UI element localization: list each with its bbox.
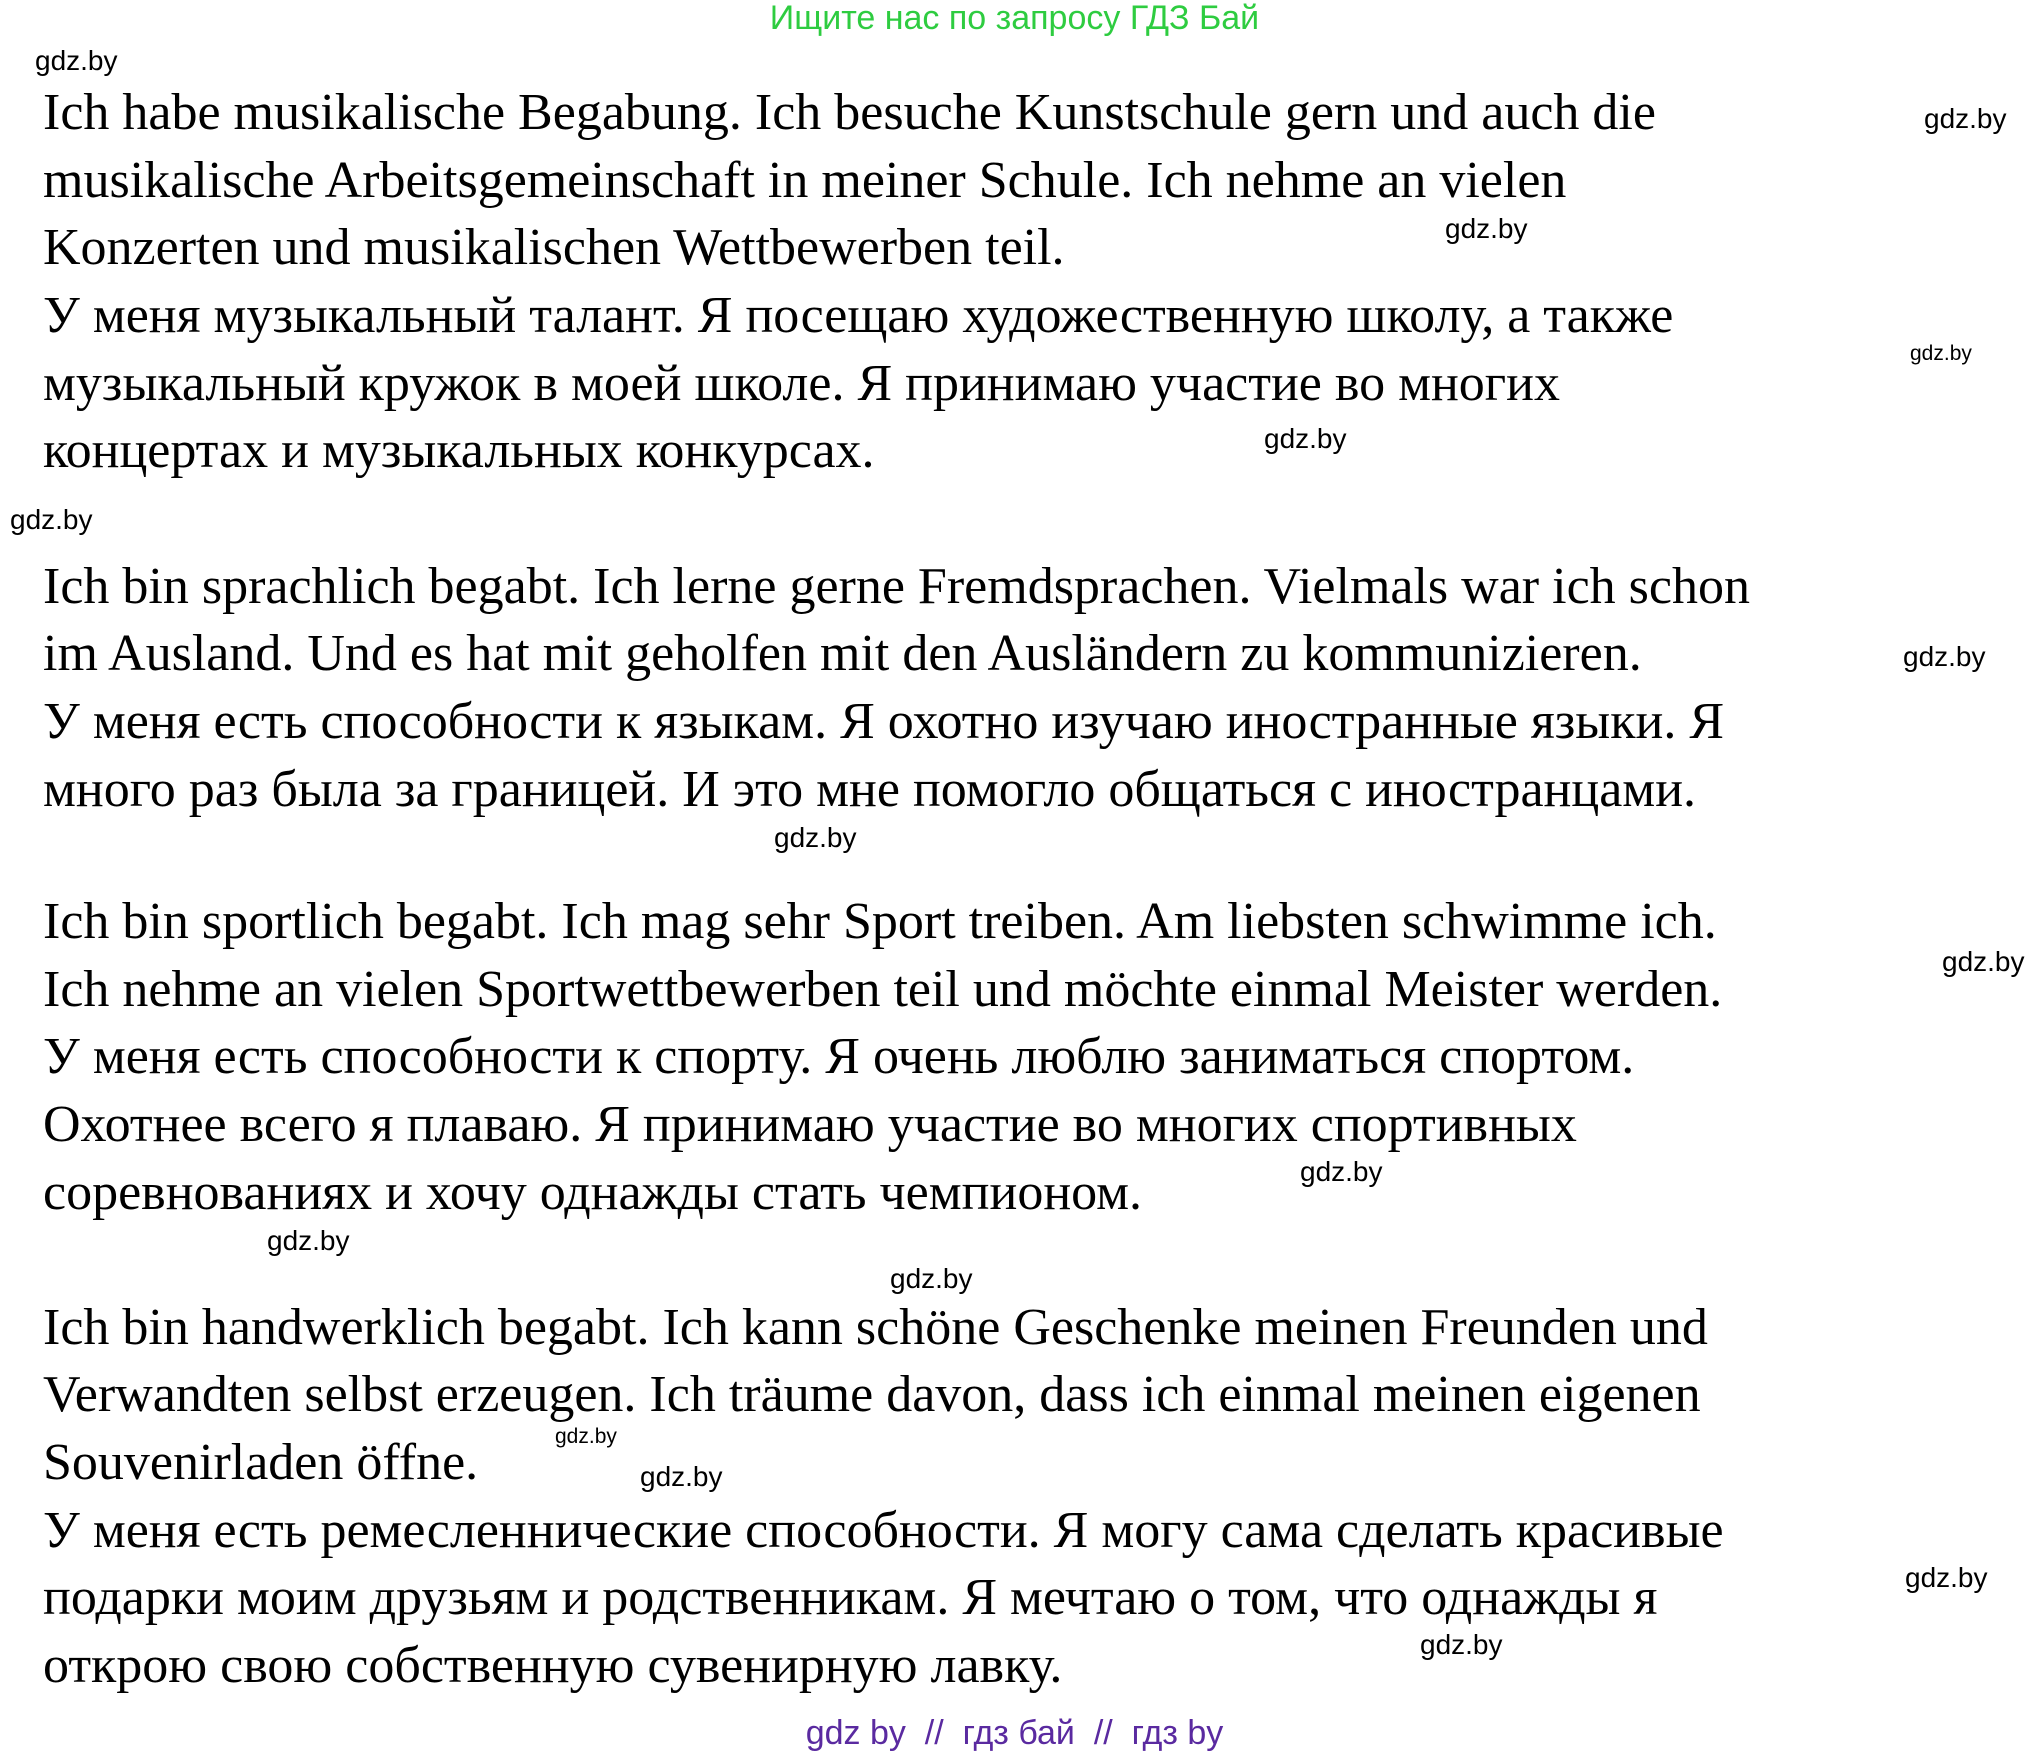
watermark: gdz.by: [1300, 1156, 1383, 1187]
text-line: Verwandten selbst erzeugen. Ich träume davon, dass ich einmal meinen eigenen: [43, 1366, 1701, 1423]
text-line: Охотнее всего я плаваю. Я принимаю участие во многих спортивных: [43, 1096, 1577, 1153]
text-line: соревнованиях и хочу однажды стать чемпионом.: [43, 1164, 1143, 1221]
text-line: Ich nehme an vielen Sportwettbewerben teil und möchte einmal Meister werden.: [43, 961, 1723, 1018]
watermark: gdz.by: [1910, 342, 1972, 365]
watermark: gdz.by: [1903, 641, 1986, 672]
text-line: musikalische Arbeitsgemeinschaft in meiner Schule. Ich nehme an vielen: [43, 152, 1567, 209]
text-line: im Ausland. Und es hat mit geholfen mit den Ausländern zu kommunizieren.: [43, 625, 1642, 682]
text-line: Ich bin handwerklich begabt. Ich kann schöne Geschenke meinen Freunden und: [43, 1299, 1708, 1356]
text-line: У меня есть ремесленнические способности. Я могу сама сделать красивые: [43, 1502, 1724, 1559]
watermark: gdz.by: [35, 45, 118, 76]
watermark: gdz.by: [1905, 1562, 1988, 1593]
text-line: музыкальный кружок в моей школе. Я принимаю участие во многих: [43, 355, 1560, 412]
text-line: открою свою собственную сувенирную лавку.: [43, 1637, 1063, 1694]
text-line: У меня музыкальный талант. Я посещаю художественную школу, а также: [43, 287, 1674, 344]
text-line: У меня есть способности к языкам. Я охотно изучаю иностранные языки. Я: [43, 693, 1725, 750]
watermark: gdz.by: [774, 822, 857, 853]
watermark: gdz.by: [267, 1225, 350, 1256]
text-line: Ich habe musikalische Begabung. Ich besuche Kunstschule gern und auch die: [43, 84, 1656, 141]
watermark: gdz.by: [1942, 946, 2025, 977]
watermark: gdz.by: [555, 1425, 617, 1448]
watermark: gdz.by: [890, 1263, 973, 1294]
text-line: концертах и музыкальных конкурсах.: [43, 422, 875, 479]
watermark: gdz.by: [1924, 103, 2007, 134]
footer-links: gdz by // гдз бай // гдз by: [805, 1714, 1224, 1752]
text-line: подарки моим друзьям и родственникам. Я мечтаю о том, что однажды я: [43, 1569, 1658, 1626]
text-line: Konzerten und musikalischen Wettbewerben teil.: [43, 219, 1065, 276]
watermark: gdz.by: [1264, 423, 1347, 454]
search-hint-header: Ищите нас по запросу ГДЗ Бай: [769, 0, 1260, 37]
watermark: gdz.by: [640, 1461, 723, 1492]
text-line: Ich bin sprachlich begabt. Ich lerne gerne Fremdsprachen. Vielmals war ich schon: [43, 558, 1750, 615]
text-line: Ich bin sportlich begabt. Ich mag sehr Sport treiben. Am liebsten schwimme ich.: [43, 893, 1717, 950]
watermark: gdz.by: [1445, 213, 1528, 244]
text-line: У меня есть способности к спорту. Я очень люблю заниматься спортом.: [43, 1028, 1635, 1085]
text-line: много раз была за границей. И это мне помогло общаться с иностранцами.: [43, 761, 1697, 818]
watermark: gdz.by: [10, 504, 93, 535]
watermark: gdz.by: [1420, 1629, 1503, 1660]
text-line: Souvenirladen öffne.: [43, 1434, 479, 1491]
